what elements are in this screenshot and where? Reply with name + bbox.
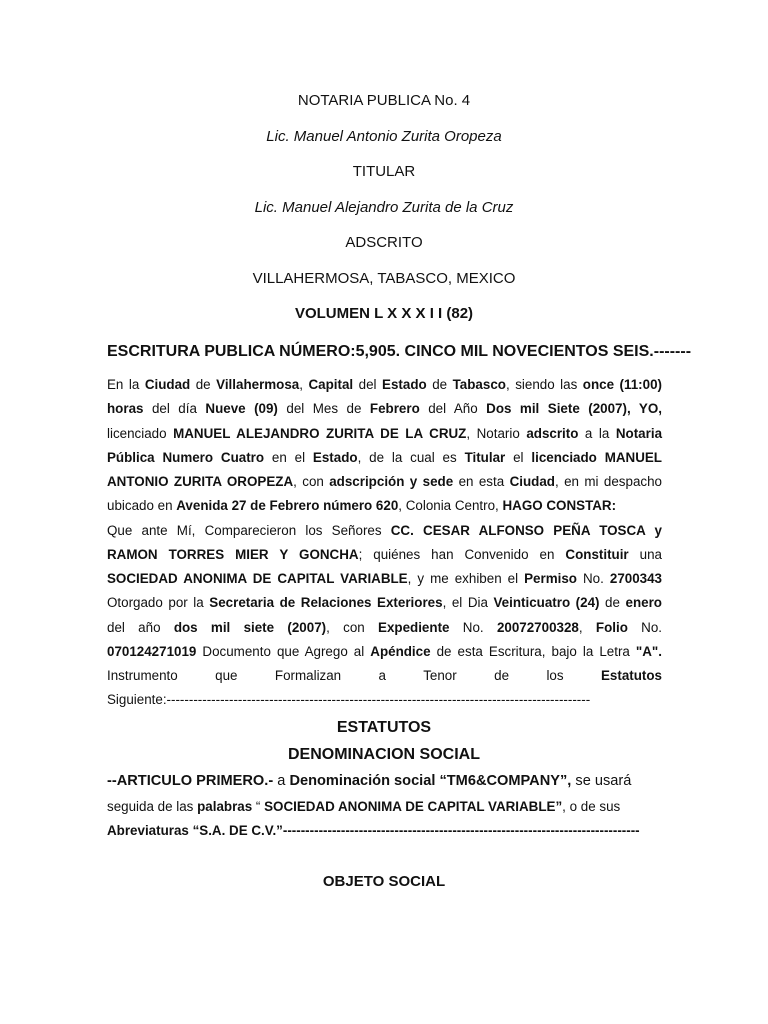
text-run: en el <box>264 450 313 465</box>
body-line <box>107 545 662 565</box>
text-run: Dos mil Siete (2007), YO, <box>486 401 662 416</box>
body-line <box>107 690 662 710</box>
text-run: Siguiente:----------------------------------------------------------------------------------------------- <box>107 692 591 707</box>
text-run: SOCIEDAD ANONIMA DE CAPITAL VARIABLE <box>107 571 408 586</box>
text-run: se usará <box>571 773 632 789</box>
volumen-heading: VOLUMEN L X X X I I (82) <box>294 305 474 322</box>
location: VILLAHERMOSA, TABASCO, MEXICO <box>252 270 516 287</box>
text-run: adscripción y sede <box>329 474 454 489</box>
text-run: , o de sus <box>562 799 621 814</box>
text-run: del día <box>143 401 206 416</box>
text-run: Avenida 27 de Febrero número 620 <box>176 498 399 513</box>
text-run: del <box>353 377 383 392</box>
text-run: a la <box>578 426 616 441</box>
text-run: Expediente <box>378 620 450 635</box>
text-run: , el Dia <box>442 595 494 610</box>
text-run: , <box>578 620 596 635</box>
body-line <box>107 618 662 638</box>
text-run: “ <box>252 799 265 814</box>
text-run: "A". <box>635 644 662 659</box>
objeto-social-title: OBJETO SOCIAL <box>322 873 446 890</box>
text-run: adscrito <box>526 426 579 441</box>
body-line <box>107 593 662 613</box>
body-line <box>107 666 662 686</box>
body-line <box>107 472 662 492</box>
text-run: Instrumento que Formalizan a Tenor de los <box>107 668 601 683</box>
body-line <box>107 448 662 468</box>
escritura-title: ESCRITURA PUBLICA NÚMERO:5,905. CINCO MIL NOVECIENTOS SEIS.------- <box>107 343 692 360</box>
titular-label: TITULAR <box>352 163 416 180</box>
text-run: Veinticuatro (24) <box>493 595 600 610</box>
text-run: MANUEL ALEJANDRO ZURITA DE LA CRUZ <box>173 426 467 441</box>
text-run: Titular <box>464 450 506 465</box>
text-run: enero <box>625 595 662 610</box>
text-run: , con <box>326 620 379 635</box>
text-run: once (11:00) <box>582 377 662 392</box>
articulo-line <box>107 797 662 817</box>
text-run: 20072700328 <box>496 620 579 635</box>
text-run: en esta <box>453 474 510 489</box>
text-run: Denominación social “TM6&COMPANY”, <box>289 773 572 789</box>
text-run: Estado <box>312 450 358 465</box>
titular-name: Lic. Manuel Antonio Zurita Oropeza <box>266 128 502 145</box>
text-run: 2700343 <box>609 571 663 586</box>
text-run: --ARTICULO PRIMERO.- <box>107 773 274 789</box>
text-run: Apéndice <box>370 644 431 659</box>
text-run: Capital <box>308 377 354 392</box>
body-line <box>107 399 662 419</box>
adscrito-name: Lic. Manuel Alejandro Zurita de la Cruz <box>254 199 514 216</box>
text-run: del Año <box>419 401 487 416</box>
text-run: No. <box>576 571 610 586</box>
text-run: , con <box>293 474 330 489</box>
estatutos-title: ESTATUTOS <box>336 719 432 736</box>
text-run: No. <box>627 620 663 635</box>
text-run: del año <box>107 620 174 635</box>
text-run: Febrero <box>369 401 420 416</box>
notaria-heading: NOTARIA PUBLICA No. 4 <box>297 92 471 109</box>
text-run: Tabasco <box>452 377 506 392</box>
text-run: Documento que Agrego al <box>196 644 371 659</box>
body-line <box>107 569 662 589</box>
text-run: RAMON TORRES MIER Y GONCHA <box>107 547 359 562</box>
text-run: , en mi despacho <box>554 474 662 489</box>
text-run: , Notario <box>466 426 527 441</box>
text-run: Pública Numero Cuatro <box>107 450 265 465</box>
body-line <box>107 424 662 444</box>
text-run: de <box>190 377 217 392</box>
denominacion-title: DENOMINACION SOCIAL <box>288 746 480 763</box>
text-run: Ciudad <box>144 377 191 392</box>
text-run: , siendo las <box>505 377 583 392</box>
text-run: Que ante Mí, Comparecieron los Señores <box>107 523 391 538</box>
text-run: dos mil siete (2007) <box>173 620 327 635</box>
text-run: Folio <box>595 620 628 635</box>
text-run: seguida de las <box>107 799 198 814</box>
articulo-line <box>107 771 662 791</box>
text-run: Estatutos <box>600 668 662 683</box>
text-run: licenciado MANUEL <box>531 450 662 465</box>
text-run: No. <box>449 620 497 635</box>
text-run: HAGO CONSTAR: <box>502 498 617 513</box>
text-run: de esta Escritura, bajo la Letra <box>430 644 636 659</box>
adscrito-label: ADSCRITO <box>345 234 423 251</box>
body-line <box>107 642 662 662</box>
text-run: Permiso <box>524 571 577 586</box>
body-line <box>107 521 662 541</box>
text-run: ubicado en <box>107 498 177 513</box>
text-run: de <box>599 595 626 610</box>
text-run: Abreviaturas “S.A. DE C.V.” <box>107 823 283 838</box>
text-run: Notaria <box>615 426 663 441</box>
text-run: Ciudad <box>509 474 555 489</box>
text-run: ; quiénes han Convenido en <box>358 547 566 562</box>
text-run: ANTONIO ZURITA OROPEZA <box>107 474 294 489</box>
text-run: de <box>426 377 453 392</box>
text-run: Estado <box>382 377 427 392</box>
text-run: En la <box>107 377 145 392</box>
text-run: , de la cual es <box>357 450 465 465</box>
text-run: 070124271019 <box>107 644 197 659</box>
text-run: , <box>299 377 309 392</box>
text-run: palabras <box>197 799 253 814</box>
text-run: -------------------------------------------------------------------------------- <box>282 823 640 838</box>
text-run: Otorgado por la <box>107 595 210 610</box>
body-line <box>107 375 662 395</box>
articulo-line <box>107 821 662 841</box>
text-run: CC. CESAR ALFONSO PEÑA TOSCA y <box>390 523 662 538</box>
text-run: , y me exhiben el <box>407 571 525 586</box>
body-line <box>107 496 662 516</box>
text-run: una <box>628 547 662 562</box>
text-run: del Mes de <box>277 401 370 416</box>
text-run: el <box>505 450 532 465</box>
text-run: Nueve (09) <box>205 401 278 416</box>
text-run: SOCIEDAD ANONIMA DE CAPITAL VARIABLE” <box>264 799 563 814</box>
text-run: a <box>273 773 290 789</box>
text-run: Constituir <box>565 547 629 562</box>
text-run: licenciado <box>107 426 174 441</box>
text-run: horas <box>107 401 144 416</box>
text-run: , Colonia Centro, <box>398 498 503 513</box>
text-run: Secretaria de Relaciones Exteriores <box>209 595 443 610</box>
text-run: Villahermosa <box>216 377 300 392</box>
